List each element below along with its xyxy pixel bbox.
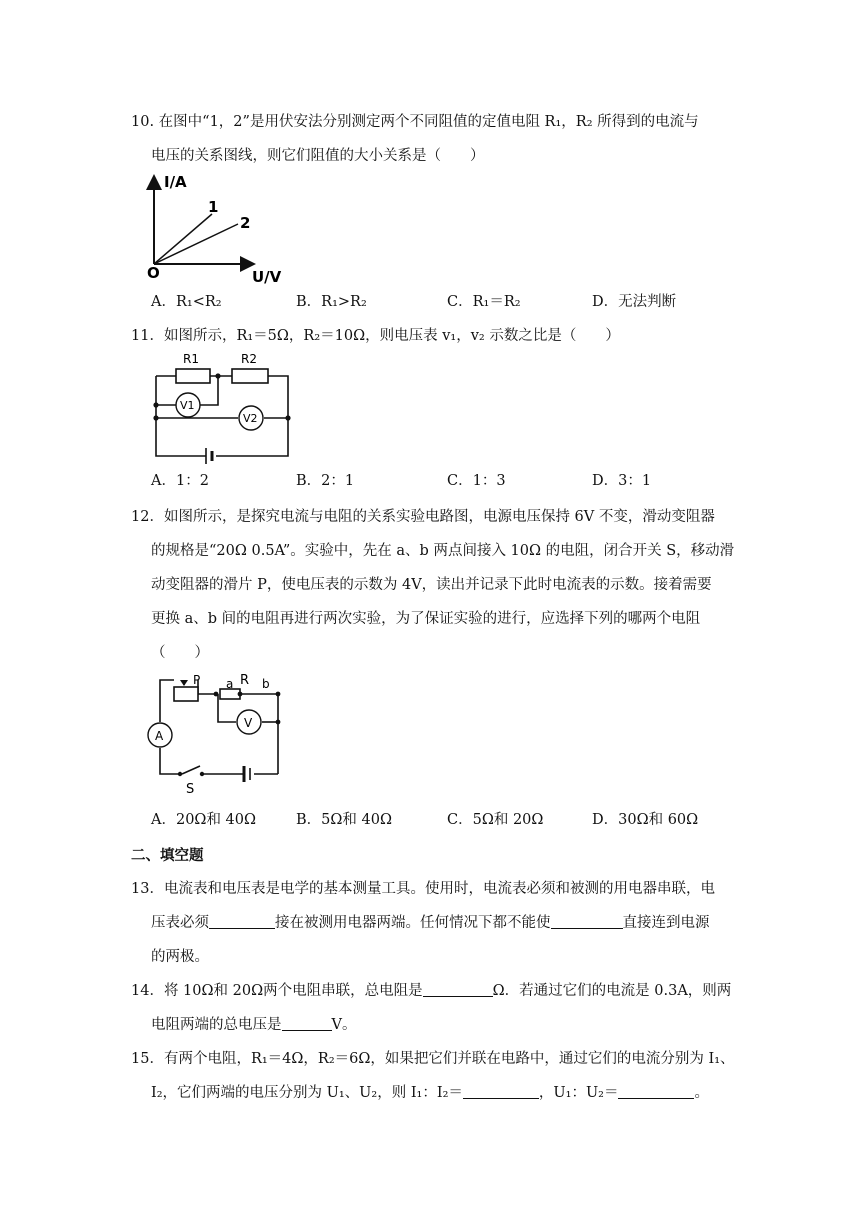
q15-text-segment: ，U₁：U₂＝ xyxy=(538,1085,619,1101)
q12-option-b[interactable]: B．5Ω和 40Ω xyxy=(296,812,392,828)
slider-p-arrow-icon xyxy=(180,680,188,686)
resistor-r2-label: R2 xyxy=(241,352,257,366)
q12-option-c[interactable]: C．5Ω和 20Ω xyxy=(447,812,544,828)
voltmeter-v2-label: V2 xyxy=(243,412,258,425)
q10-option-d[interactable]: D．无法判断 xyxy=(592,294,677,310)
resistor-r1-label: R1 xyxy=(183,352,199,366)
q14-text-segment: V。 xyxy=(331,1017,357,1033)
q14-text-line1 xyxy=(131,981,731,1001)
q12-option-a[interactable]: A．20Ω和 40Ω xyxy=(151,812,257,828)
q15-text-line1: 15．有两个电阻，R₁＝4Ω，R₂＝6Ω，如果把它们并联在电路中，通过它们的电流分别为 I₁、 xyxy=(131,1051,735,1067)
origin-label: O xyxy=(147,264,160,282)
q15-text-segment: 。 xyxy=(694,1085,709,1101)
q14-blank-1[interactable] xyxy=(423,982,493,997)
q13-text-segment: 接在被测用电器两端。任何情况下都不能使 xyxy=(275,915,551,931)
q12-text-line5: （ ） xyxy=(151,645,209,661)
voltmeter-v1-label: V1 xyxy=(180,399,195,412)
q13-blank-2[interactable] xyxy=(551,914,623,929)
q10-iu-graph xyxy=(140,170,300,285)
q15-blank-2[interactable] xyxy=(618,1084,694,1099)
q12-text-line3: 动变阻器的滑片 P，使电压表的示数为 4V，读出并记录下此时电流表的示数。接着需要 xyxy=(151,577,712,593)
q10-text-line2: 电压的关系图线，则它们阻值的大小关系是（ ） xyxy=(151,148,485,164)
q13-text-segment: 压表必须 xyxy=(151,915,209,931)
slider-p-label: P xyxy=(193,673,201,687)
q11-option-a[interactable]: A．1：2 xyxy=(151,473,209,489)
q12-circuit-diagram xyxy=(144,672,292,798)
section-heading: 二、填空题 xyxy=(131,848,204,864)
q13-blank-1[interactable] xyxy=(209,914,275,929)
q13-text-line3: 的两极。 xyxy=(151,949,209,965)
q14-text-line2 xyxy=(151,1015,356,1035)
q14-text-segment: 14．将 10Ω和 20Ω两个电阻串联，总电阻是 xyxy=(131,983,423,999)
switch-s-label: S xyxy=(186,782,195,797)
q15-text-segment: I₂，它们两端的电压分别为 U₁、U₂，则 I₁：I₂＝ xyxy=(151,1085,463,1101)
resistor-r-label: R xyxy=(240,673,250,688)
q10-text-line1: 10. 在图中“1，2”是用伏安法分别测定两个不同阻值的定值电阻 R₁，R₂ 所得到的电流与 xyxy=(131,114,699,130)
point-a-label: a xyxy=(226,677,234,691)
line-1-label: 1 xyxy=(208,198,219,216)
ammeter-label: A xyxy=(155,729,164,743)
q13-text-segment: 直接连到电源 xyxy=(622,915,710,931)
q11-text-line1: 11．如图所示，R₁＝5Ω，R₂＝10Ω，则电压表 v₁，v₂ 示数之比是（ ） xyxy=(131,328,620,344)
graph-line-1 xyxy=(154,214,212,264)
q12-text-line2: 的规格是“20Ω 0.5A”。实验中，先在 a、b 两点间接入 10Ω 的电阻，闭合开关 S，移动滑 xyxy=(151,543,735,559)
q10-option-a[interactable]: A．R₁<R₂ xyxy=(151,294,222,310)
q13-text-line2 xyxy=(151,913,710,933)
q12-text-line1: 12．如图所示，是探究电流与电阻的关系实验电路图，电源电压保持 6V 不变，滑动变阻器 xyxy=(131,509,715,525)
q12-option-d[interactable]: D．30Ω和 60Ω xyxy=(592,812,699,828)
q15-blank-1[interactable] xyxy=(463,1084,539,1099)
q10-option-c[interactable]: C．R₁＝R₂ xyxy=(447,294,521,310)
line-2-label: 2 xyxy=(240,214,251,232)
q11-option-c[interactable]: C．1：3 xyxy=(447,473,506,489)
y-axis-label: I/A xyxy=(164,173,187,191)
q11-option-b[interactable]: B．2：1 xyxy=(296,473,355,489)
q13-text-line1: 13．电流表和电压表是电学的基本测量工具。使用时，电流表必须和被测的用电器串联，电 xyxy=(131,881,715,897)
q11-option-d[interactable]: D．3：1 xyxy=(592,473,652,489)
q14-blank-2[interactable] xyxy=(282,1016,332,1031)
q12-text-line4: 更换 a、b 间的电阻再进行两次实验，为了保证实验的进行，应选择下列的哪两个电阻 xyxy=(151,611,701,627)
graph-line-2 xyxy=(154,224,238,264)
q14-text-segment: Ω．若通过它们的电流是 0.3A，则两 xyxy=(492,983,732,999)
q10-option-b[interactable]: B．R₁>R₂ xyxy=(296,294,367,310)
point-b-label: b xyxy=(262,677,270,691)
voltmeter-label: V xyxy=(244,716,253,730)
q14-text-segment: 电阻两端的总电压是 xyxy=(151,1017,282,1033)
q11-circuit-diagram xyxy=(148,348,298,466)
q15-text-line2 xyxy=(151,1083,709,1103)
x-axis-label: U/V xyxy=(252,268,282,285)
